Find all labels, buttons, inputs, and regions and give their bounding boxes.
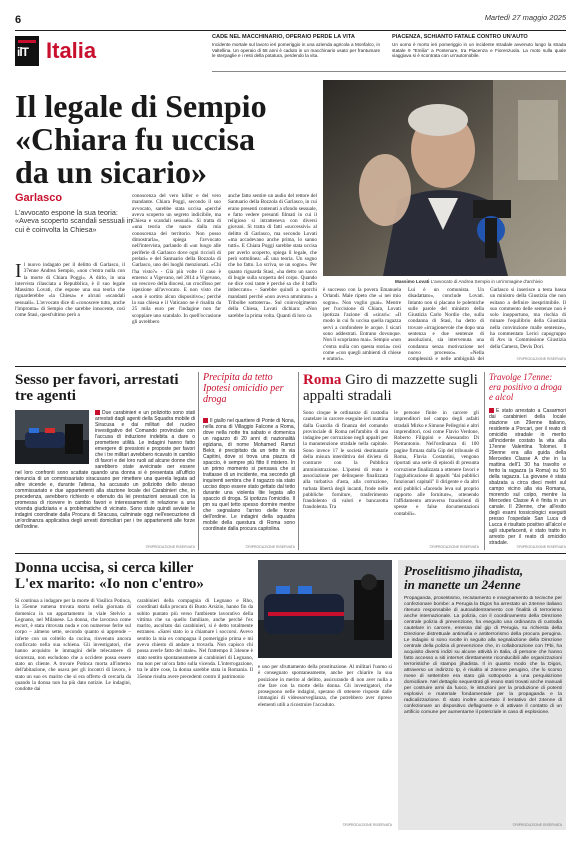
brief-1	[212, 34, 380, 59]
story-travolge-text	[489, 408, 566, 544]
carabinieri-photo	[258, 560, 392, 658]
caption-name: Massimo Lovati	[395, 279, 430, 284]
main-col-4: è successo con la povera Emanuela Orlandi. Male ripeto che «i nei mio sogno». Non voglio guai». Mentre per l'uccisione di Chiara, Lovati ipotizza l'azione di «sicari»: «Il modo in cui fu uccisa quella ragazza servì a confondere le acque. I sicari sono addestrati. Entrano dovunque. Non li scopriamo mai». Sempio «non c'entra nulla con questa storia» così come «con quegli ambienti di chiese e oratori».	[323, 287, 401, 361]
main-headline	[15, 90, 345, 189]
roma-headline-rest: Giro di mazzette sugli appalti stradali	[303, 372, 478, 404]
roma-headline-red: Roma	[303, 372, 342, 388]
headline-line: Proselitismo jihadista,	[404, 563, 524, 578]
headline-line: Il legale di Sempio	[15, 88, 267, 124]
col-divider	[298, 372, 299, 550]
story-donna-headline	[15, 560, 275, 592]
photo-caption	[395, 279, 566, 284]
section-rule	[15, 553, 566, 554]
col-divider	[484, 372, 485, 550]
logo-letters: ilT	[17, 45, 28, 59]
headline-line: L'ex marito: «Io non c'entro»	[15, 576, 204, 592]
bullet-square-icon	[489, 408, 494, 413]
story-travolge-headline: Travolge 17enne: era positivo a droga e alcol	[489, 372, 562, 402]
main-col-1	[15, 262, 125, 319]
police-car-illustration	[15, 410, 89, 464]
story-sesso-headline: Sesso per favori, arrestati tre agenti	[15, 372, 179, 404]
briefs-rule	[212, 71, 566, 72]
story-roma-col2: le persone finite in carcere gli imprenditori nel campo degli asfalti stradali Mirko e Simone Pellegrini e altri imprenditori, così come Flavio Verdone, Roberto Filippini e Alessandro Di Pietrantonio. Nell'ordinanza di 100 pagine firmata dalla Gip del tribunale di Roma, Flavia Costantini, vengono riportati una serie di episodi di presunta corruzione finalizzata a ottenere favori e l'aggiudicazione di appalti "dai pubblici funzionari capitali" il dirigente e da altri enti pubblici «facendo leva sul proprio rapporto alle forniture», ottenendo l'affidamento attraverso fraudolenti di spesse e false documentazioni contabili».	[394, 410, 479, 517]
credit: ©RIPRODUZIONE RISERVATA	[245, 545, 295, 549]
credit: ©RIPRODUZIONE RISERVATA	[145, 545, 195, 549]
story-jihad-text: Propaganda, proselitismo, reclutamento e insegnamento di tecniche per confezionare bombe: a Perugia la Digos ha arrestato un 24enne italiano ritenuto responsabile di autoaddestramento con finalità di terrorismo anche internazionale. La polizia, con il coordinamento della Direzione centrale polizia di prevenzione, ha eseguito una ordinanza di custodia cautelare in carcere, emessa dal gip di Perugia, su richiesta della Direzione distrettuale antimafia e antiterrorismo della procura perugina. Le indagini si sono svolte in seguito alla segnalazione della Direzione centrale della polizia di prevenzione che, in collaborazione con l'Fbi, ha acquisito diversi indizi su alcune attività in Italia, di persone che hanno fatto accesso a siti internet direttamente riconducibili alle organizzazioni terroristiche di stampo jihadista. Il in quanto modo che la Digos, attraverso un indirizzo Ip, è risalito al 24enne perugino, che lo scorso mese di settembre era stato già sottoposto a una perquisizione domiciliare. Nel dettaglio sequestrati gli erano stati trovati anche manuali per costruire armi da fuoco, le istruzioni per la produzione di potenti esplosivi e materiale fondamentale per la propaganda e la radicalizzazione. È stato inoltre accertato il tentativo del 24enne di confezionare un dispositivo deflagrante e di attivare il contatto di un artificio comune per aumentarne il potenziale in caso di esplosione.	[404, 596, 562, 715]
section-rule	[15, 366, 566, 367]
caption-text: L'avvocato di Andrea Sempio in un'immagine d'archivio	[430, 279, 543, 284]
sesso-text: Due carabinieri e un poliziotto sono stati arrestati dagli agenti della Squadra mobile di Siracusa e dai militari del nucleo investigativo del Comando provinciale con l'accusa di induzione indebita a dare o promettere utilità. Le indagini hanno fatto emergere di pressioni e proposte per favori che i tre militari avrebbero ricavato in cambio di favori e dei loro ruoli ad alcune donne che sarebbero state avvicinate per essere	[95, 410, 195, 468]
header-rule	[15, 30, 566, 31]
story-ostia-text	[203, 418, 295, 544]
section-title: Italia	[46, 38, 97, 63]
headline-line: Donna uccisa, si cerca killer	[15, 560, 194, 576]
story-donna-col2: carabinieri della compagnia di Legnano e Rho, coordinati dalla procura di Busto Arsizio, hanno fin da subito puntato più verso l'ambiente lavorativo della vittima che su quello familiare, anche perché l'ex marito, ascoltato dai carabinieri, si è detto totalmente estraneo. «Sarei stato io a chiamare i soccorsi. Avevo sentito la mia ex compagna il pomeriggio prima e mi aveva chiesto di andare a trovarla. Non capisco chi possa averle fatto del male». Nel frattempo il 34enne è stato sentito spontaneamente ai carabinieri di Legnano, ma non per un'ora fatto sulla vicenda. L'interrogazione, tra le altre cose, la donna sarebbe stata in Romania. Il 35enne risulta avere precedenti contro il patrimonio	[137, 598, 253, 680]
bullet-square-icon	[203, 418, 208, 423]
drop-cap: I	[15, 260, 22, 282]
credit: ©RIPRODUZIONE RISERVATA	[512, 823, 562, 827]
ostia-text: Il giallo nel quartiere di Ponte di Nona, nella zona di Villaggio Falcone a Roma, dove nella notte tra sabato e domenica un ragazzo di 20 anni di nazionalità egiziana, di nome Mohamed Ramzi Bekir, è precipitato da un tetto in via Capitini, dove si trova una piazza di spaccio, è sempre più fitto il mistero. In un primo momento si pensava che si trattasse di un incidente, ma secondo gli inquirenti sembra che il ragazzo sia stato ucciso dopo essere stato gettato dal tetto durante una violenta lite legata allo spaccio di droga. Si ipotizza l'omicidio. Il pm su quel tetto spesso dormire mentre che segnalano l'arrivo delle forze dell'ordine. Le indagini della squadra mobile della questura di Roma sono coordinate dalla procura capitolina.	[203, 418, 295, 532]
bullet-square-icon	[95, 410, 100, 415]
story-summary: L'avvocato espone la sua teoria: «Aveva scoperto scandali sessuali in cui è coinvolta la Chiesa»	[15, 208, 133, 234]
main-col-1-text: l nuovo indagato per il delitto di Garlasco, il 37enne Andrea Sempio, «non c'entra nulla con la morte di Chiara Poggi». A dirlo, in una intervista rilasciata a Repubblica, è il suo legale Massimo Lovati, che espone una sua teoria che riguarderebbe «la Chiesa» e alcuni «scandali sessuali». L'avvocato dice di «conoscere tutto, anche l'impronta» di Sempio che sarebbe innocente, così come Stasi, quest'ultimo però a	[15, 262, 125, 319]
story-roma-col1: Sono cinque le ordinanze di custodia cautelare in carcere eseguite ieri mattina dalla Guardia di finanza del comando provinciale di Roma nell'ambito di una indagine per corruzione negli appalti per la manutenzione stradale nella capitale. Sono invece 17 le società destinatarie della misura interdittiva del divieto di contrarre con la Pubblica amministrazione. L'ipotesi di reato è associazione per delinquere finalizzata alla turbativa d'asta, alla corruzione, turbata libertà degli incanti, frode nelle pubbliche forniture, trasferimento fraudolento di valori e bancarotta fraudolenta. Tra	[303, 410, 388, 511]
brief-title: PIACENZA, SCHIANTO FATALE CONTRO UN'AUTO	[392, 34, 528, 40]
page-number: 6	[15, 14, 22, 26]
credit: ©RIPRODUZIONE RISERVATA	[516, 545, 566, 549]
story-jihad-headline	[404, 564, 562, 592]
story-sesso-col2: nel loro confronti sono scattate quando una donna si è presentata all'ufficio denuncia di un commissariato siracusano per rimettere una querela legata ad altre vicende e, durante l'attesa, ha accusato un poliziotto dello stesso commissariato e due appartenenti alla stazione locale dei Carabinieri che, in precedenza, avrebbero richiesto e ottenuto da lei prestazioni sessuali con la promessa di ricevere in cambio favori e interessamenti in relazione a una vicenda giudiziaria e a problematiche di vicinato. Sono state quindi avviate le indagini coordinate dalla Procura di Siracusa, culminate oggi nell'esecuzione di un'ordinanza applicativa degli arresti domiciliari per i tre appartenenti alle forze dell'ordine.	[15, 470, 195, 530]
col-divider	[198, 372, 199, 550]
main-col-5: Lui è un comunista. Un disadattato», conclude Lovati. Intanto non si placano le polemiche sulle parole del ministro della Giustizia Carlo Nordio che, sulla condanna di Stasi, ha detto di trovare «irragionevole che dopo una sentenza e due sentenze di assoluzioni, sia intervenuta una condanna senza motivazione nel nuovo processo». «Nella complessità e nelle ambiguità del	[408, 287, 484, 361]
brief-2	[392, 34, 566, 59]
credit: ©RIPRODUZIONE RISERVATA	[516, 357, 566, 361]
lawyer-photo	[323, 80, 566, 276]
story-sesso-col1	[95, 410, 195, 468]
main-col-2: conoscenza del vero killer e del vero mandante. Chiara Poggi, secondo il suo avvocato, sarebbe stata uccisa «perché aveva scoperto un segreto indicibile, ma Chiesa e scandali sessuali». Si tratta di «una teoria che nasce dalla mia conoscenza del territorio. Non posso dimostrarla», spiega l'avvocato nell'intervista, parlando di «un luogo alle periferie di Garlasco dove ogni riccioli di prelati» e del Santuario della Bozzola di Garlasco, uno dei luoghi menzionati. «Chi l'ha visto?» - Già più volte il caso è emerso: a Vigevano, nel 2014 a Vigevano, un vescovo della diocesi, un crocifisso per ispezione all'avvocato. E non visto che «non è sortito alcun dispositivo»; perché la sua chiesa e il Vaticano ne è risalita da 25 mila euro per l'indagine non far scoppiare uno scandalo. In quell'occasione gli avrebbero	[132, 193, 221, 325]
carabinieri-car-illustration	[258, 560, 392, 658]
photo-illustration	[323, 80, 566, 276]
story-kicker: Garlasco	[15, 192, 63, 204]
headline-line: da un sicario»	[15, 154, 208, 190]
police-photo	[15, 410, 89, 464]
brief-title: CADE NEL MACCHINARIO, OPERAIO PERDE LA VITA	[212, 34, 355, 40]
brief-text: Un uomo è morto ieri pomeriggio in un incidente stradale avvenuto lungo la strada statale 9 "Emilia" a Pontenure, tra Piacenza e Fiorenzuola. La moto sulla quale viaggiava si è scontrata con un'automobile.	[392, 42, 566, 59]
story-donna-col3: e uno per sfruttamento della prostituzione. Al militari l'uomo si è consegnato spontaneamente, anche per chiarire la sua posizione in merito al delitto, assicurando di non aver nulla a che fare con la morte della donna. Gli investigatori, che proseguono nelle indagini, sperano di ottenere risposte dalle immagini di videosorveglianza, che potrebbero aver ripreso elementi utili a ricostruire l'accaduto.	[258, 664, 392, 708]
travolge-text: È stato arrestato a Casarmori dai carabinieri della locale stazione un 29enne italiano, residente a Porcari, per il reato di omicidio stradale in merito all'incidente costato la vita alla 17enne Valentina Tolomei. Il 29enne era alla guida della Mercedes Classe A che in la mattina dell'1 30 ha travolto e ferito la ragazza (a Roma) su 50 della ragazza. La giovane è stata sbalzata a circa dieci metri sul campo vicino alla via Romana, morendo sul colpo, mentre la Mercedes Classe A è finita in un canale. Il 29enne, che all'esito degli esami tossicologici eseguiti presso l'ospedale San Luca di Lucca è risultato positivo all'alcol e agli stupefacenti, è stato tratto in arresto per il reato di omicidio stradale.	[489, 408, 566, 544]
main-col-3: anche fatto sentire un audio del rettore del Santuario della Bozzola di Garlasco, in cui erano presenti contenuti a sfondo sessuale, e fatto vedere presunti filmati in cui il religioso si intratteneva con diversi giovani. Si tratta di fatti «successivi» al delitto di Garlasco, ma secondo Lovati «ma accadevano anche prima, lo sanno tutti». E Chiara Poggi sarebbe stata uccisa per averlo scoperto, spiega il legale, che però sottolinea: «È una teoria. Un sogno che ho fatto. Lo scriva, se un sogno». Per quanto riguarda Stasi, «ha detto un sacco di bugie sulla scoperta del corpo. Quando ne dice così tante è perché sa che il baffo imbeccato» - Sarebbe quindi a sporchi mandanti perché «non aveva ammirato» a Tribolbe sottoterra». Sul coinvolgimento della Chiesa, Lovati dichiara: «Non sarebbe la prima volta. Quanti di loro ca	[228, 193, 317, 319]
brief-text: Incidente mortale sul lavoro ieri pomeriggio in una azienda agricola a Monfalco, in Valtellina. Un operaio di 58 anni è caduto in un macchinario usato per frantumare le sterpaglie e i resti della potatura, perdendo la vita.	[212, 42, 380, 59]
headline-line: in manette un 24enne	[404, 577, 521, 592]
newspaper-logo	[15, 36, 39, 66]
page-date: Martedì 27 maggio 2025	[484, 13, 566, 22]
headline-line: «Chiara fu uccisa	[15, 121, 255, 157]
story-roma-headline	[303, 372, 483, 404]
story-donna-col1: Si continua a indagare per la morte di Vasilica Potinca, la 35enne rumena trovata morta nella giornata di domenica in un appartamento in viale Stelvio a Legnano, nel Milanese. La donna, che lavorava come escort, è stata ritrovata nuda e con numerose ferite sul corpo – almeno sette, secondo quanto si apprende – inferte con un coltello da cucina, rinvenuto ancora conficcato nella sua schiena. Gli investigatori, che hanno acquisito le immagini delle telecamere di sicurezza, non escludono che a uccidere possa essere stato un cliente. A trovare Potinca morta all'interno dell'abitazione, che usava per gli incontri di lavoro, è stato un suo ex marito che si era offerto di cercarla da quando la donna non ha più dato notizie. Le indagini, condotte dai	[15, 598, 131, 693]
story-ostia-headline: Precipita da tetto Ipotesi omicidio per droga	[203, 372, 284, 405]
credit: ©RIPRODUZIONE RISERVATA	[429, 545, 479, 549]
main-col-6: Garlasco si inserisce a testa bassa un ministro della Giustizia che non esitano a definire inesprimibile. Il suo commento delle sentenze non è solo inopportuno, ma rischia di minare l'equilibrio della Giustizia nella convinzione malle sentenze», ha commentato Lerici capogruppo di Avs in Commissione Giustizia della Camera, Devis Dori.	[490, 287, 566, 350]
credit: ©RIPRODUZIONE RISERVATA	[342, 823, 392, 827]
